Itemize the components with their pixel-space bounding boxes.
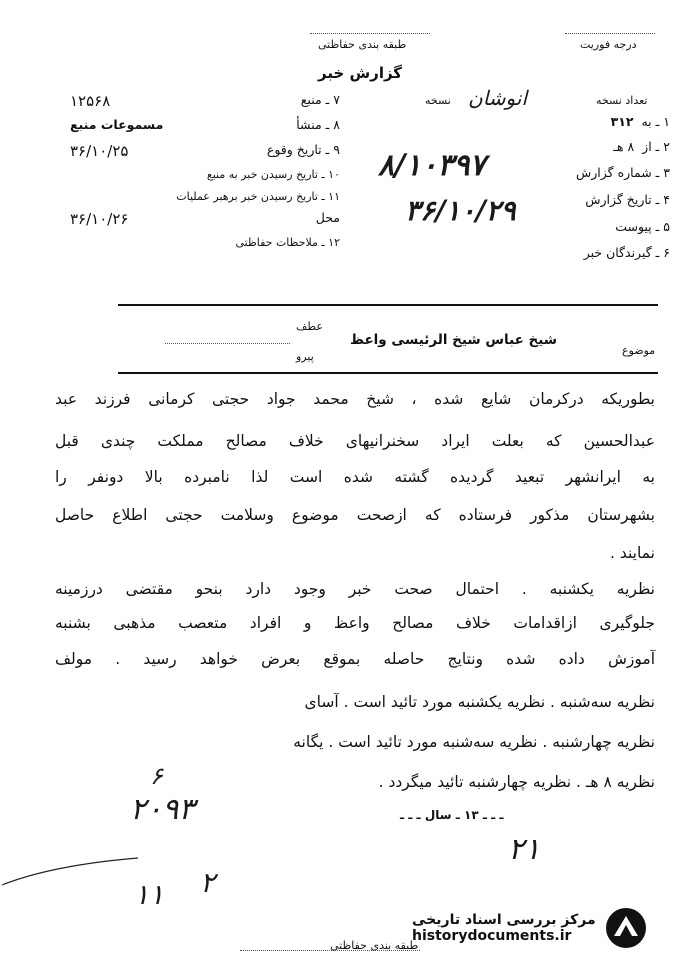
margin-note: ۲ (200, 866, 216, 899)
field-date-to-source: ۱۰ ـ تاریخ رسیدن خبر به منبع (206, 168, 340, 181)
footer-classification: طبقه بندی حفاظتی (330, 939, 419, 952)
subject-text: شیخ عباس شیخ الرئیسی واعظ (350, 332, 558, 348)
body-line: بطوریکه درکرمان شایع شده ، شیخ محمد جواد حجتی کرمانی فرزند عبد (55, 390, 655, 408)
margin-stroke (0, 850, 140, 890)
handwritten-report-number: ۸/۱۰۳۹۷ (378, 148, 486, 183)
handwritten-report-date: ۳۶/۱۰/۲۹ (405, 194, 516, 227)
header-divider (118, 304, 658, 306)
body-line: نمایند . (610, 544, 655, 562)
field-attachment: ۵ ـ پیوست (615, 219, 670, 234)
fields-left-column (70, 92, 340, 256)
handwritten-number: ۲۱ (508, 832, 541, 867)
watermark (412, 906, 648, 950)
field-origin: ۸ ـ منشأ مسموعات منبع (70, 117, 340, 132)
analysis-line: جلوگیری ازاقدامات خلاف مصالح واعظ و افراد متعصب مذهبی بشنبه (55, 614, 655, 632)
field-source: ۷ ـ منبع ۱۲۵۶۸ (70, 92, 340, 110)
signature-line: ـ ـ ـ ۱۳ ـ سال ـ ـ ـ (400, 808, 504, 822)
body-line: بشهرستان مذکور فرستاده که ازصحت موضوع وسلامت حجتی اطلاع حاصل (55, 506, 655, 524)
analysis-line: نظریه سه‌شنبه . نظریه یکشنبه مورد تائید است . آسای (304, 693, 655, 711)
recipient-count-label: تعداد نسخه (596, 94, 648, 107)
body-line: به ایرانشهر تبعید گردیده گشته شده است لذا نامبرده بالا دونفر را (55, 468, 655, 486)
subject-divider (118, 372, 658, 374)
fields-right-column (560, 114, 670, 271)
field-security-notes: ۱۲ ـ ملاحظات حفاظتی (235, 236, 340, 249)
copy-number-label: نسخه (425, 94, 451, 107)
follow-up-label: پیرو (296, 350, 314, 363)
analysis-line: نظریه ۸ هـ . نظریه چهارشنبه تائید میگردد . (378, 773, 655, 791)
reference-label: عطف (296, 320, 323, 333)
field-report-number: ۳ ـ شماره گزارش (575, 165, 670, 180)
archive-logo-icon (604, 906, 648, 950)
field-from: ۲ ـ از ۸ هـ (613, 139, 670, 154)
margin-note: ۶ (150, 762, 163, 790)
margin-note: ۱۱ (134, 878, 165, 911)
watermark-title: مرکز بررسی اسناد تاریخی (412, 912, 596, 928)
body-line: عبدالحسین که بعلت ایراد سخنرانیهای خلاف مصالح مملکت چندی قبل (55, 432, 655, 450)
reference-dots (165, 343, 290, 344)
analysis-line: نظریه چهارشنبه . نظریه سه‌شنبه مورد تائید است . یگانه (293, 733, 655, 751)
field-to: ۱ ـ به ۳۱۲ (610, 114, 670, 129)
field-event-date: ۹ ـ تاریخ وقوع ۳۶/۱۰/۲۵ (70, 142, 340, 160)
top-classification-dots (310, 33, 430, 34)
field-place: محل ۳۶/۱۰/۲۶ (70, 210, 340, 228)
page-title: گزارش خبر (318, 64, 403, 82)
watermark-url: historydocuments.ir (412, 928, 572, 944)
analysis-line: آموزش داده شده ونتایج حاصله بموقع بعرض خواهد رسید . مولف (55, 650, 655, 668)
analysis-line: نظریه یکشنبه . احتمال صحت خبر وجود دارد بنحو مقتضی درزمینه (55, 580, 655, 598)
margin-note: ۲۰۹۳ (130, 792, 195, 827)
priority-label: درجه فوریت (580, 38, 637, 51)
field-report-date: ۴ ـ تاریخ گزارش (585, 192, 670, 207)
field-date-to-ops: ۱۱ ـ تاریخ رسیدن خبر برهبر عملیات (176, 190, 340, 203)
handwritten-name: انوشان (468, 86, 527, 110)
priority-dots (565, 33, 655, 34)
field-recipients: ۶ ـ گیرندگان خبر (583, 245, 670, 260)
subject-label: موضوع (622, 344, 656, 357)
top-classification: طبقه بندی حفاظتی (318, 38, 407, 51)
